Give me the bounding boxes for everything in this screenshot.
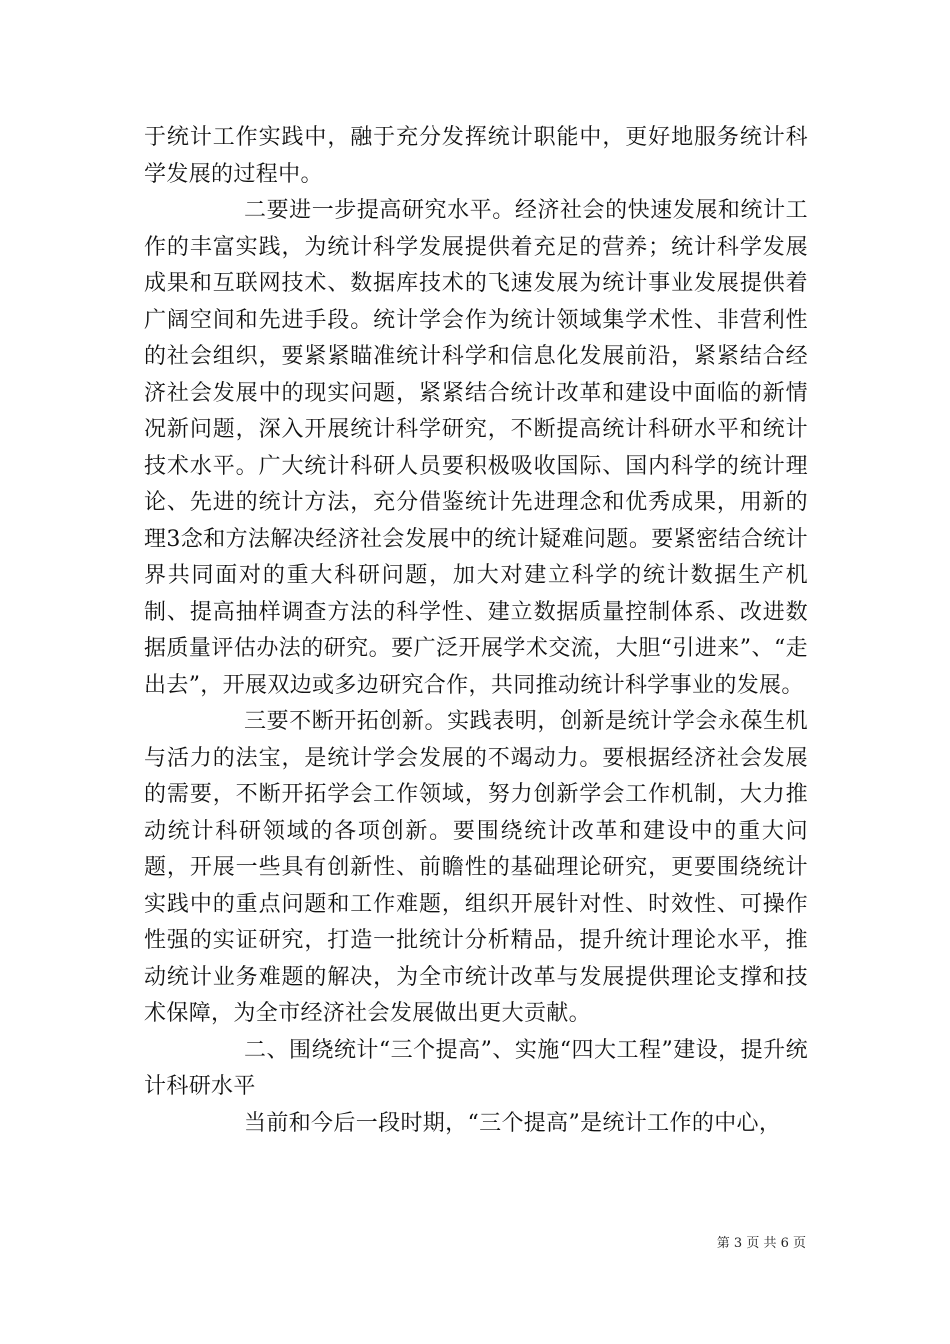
paragraph-3: 三要不断开拓创新。实践表明，创新是统计学会永葆生机与活力的法宝，是统计学会发展的不竭动力。要根据经济社会发展的需要，不断开拓学会工作领域，努力创新学会工作机制，大力推动统计科研领域的各项创新。要围绕统计改革和建设中的重大问题，开展一些具有创新性、前瞻性的基础理论研究，更要围绕统计实践中的重点问题和工作难题，组织开展针对性、时效性、可操作性强的实证研究，打造一批统计分析精品，提升统计理论水平，推动统计业务难题的解决，为全市统计改革与发展提供理论支撑和技术保障，为全市经济社会发展做出更大贡献。: [144, 709, 808, 1026]
paragraph-1: 于统计工作实践中，融于充分发挥统计职能中，更好地服务统计科学发展的过程中。: [144, 125, 808, 187]
document-body: [144, 120, 808, 1142]
paragraph-2: 二要进一步提高研究水平。经济社会的快速发展和统计工作的丰富实践，为统计科学发展提供着充足的营养；统计科学发展成果和互联网技术、数据库技术的飞速发展为统计事业发展提供着广阔空间和先进手段。统计学会作为统计领域集学术性、非营利性的社会组织，要紧紧瞄准统计科学和信息化发展前沿，紧紧结合经济社会发展中的现实问题，紧紧结合统计改革和建设中面临的新情况新问题，深入开展统计科学研究，不断提高统计科研水平和统计技术水平。广大统计科研人员要积极吸收国际、国内科学的统计理论、先进的统计方法，充分借鉴统计先进理念和优秀成果，用新的理3念和方法解决经济社会发展中的统计疑难问题。要紧密结合统计界共同面对的重大科研问题，加大对建立科学的统计数据生产机制、提高抽样调查方法的科学性、建立数据质量控制体系、改进数据质量评估办法的研究。要广泛开展学术交流，大胆“引进来”、“走出去”，开展双边或多边研究合作，共同推动统计科学事业的发展。: [144, 198, 808, 698]
section-heading: 二、围绕统计“三个提高”、实施“四大工程”建设，提升统计科研水平: [144, 1037, 808, 1099]
paragraph-4: 当前和今后一段时期，“三个提高”是统计工作的中心，: [244, 1110, 782, 1136]
page-number-footer: 第 3 页 共 6 页: [716, 1236, 806, 1251]
